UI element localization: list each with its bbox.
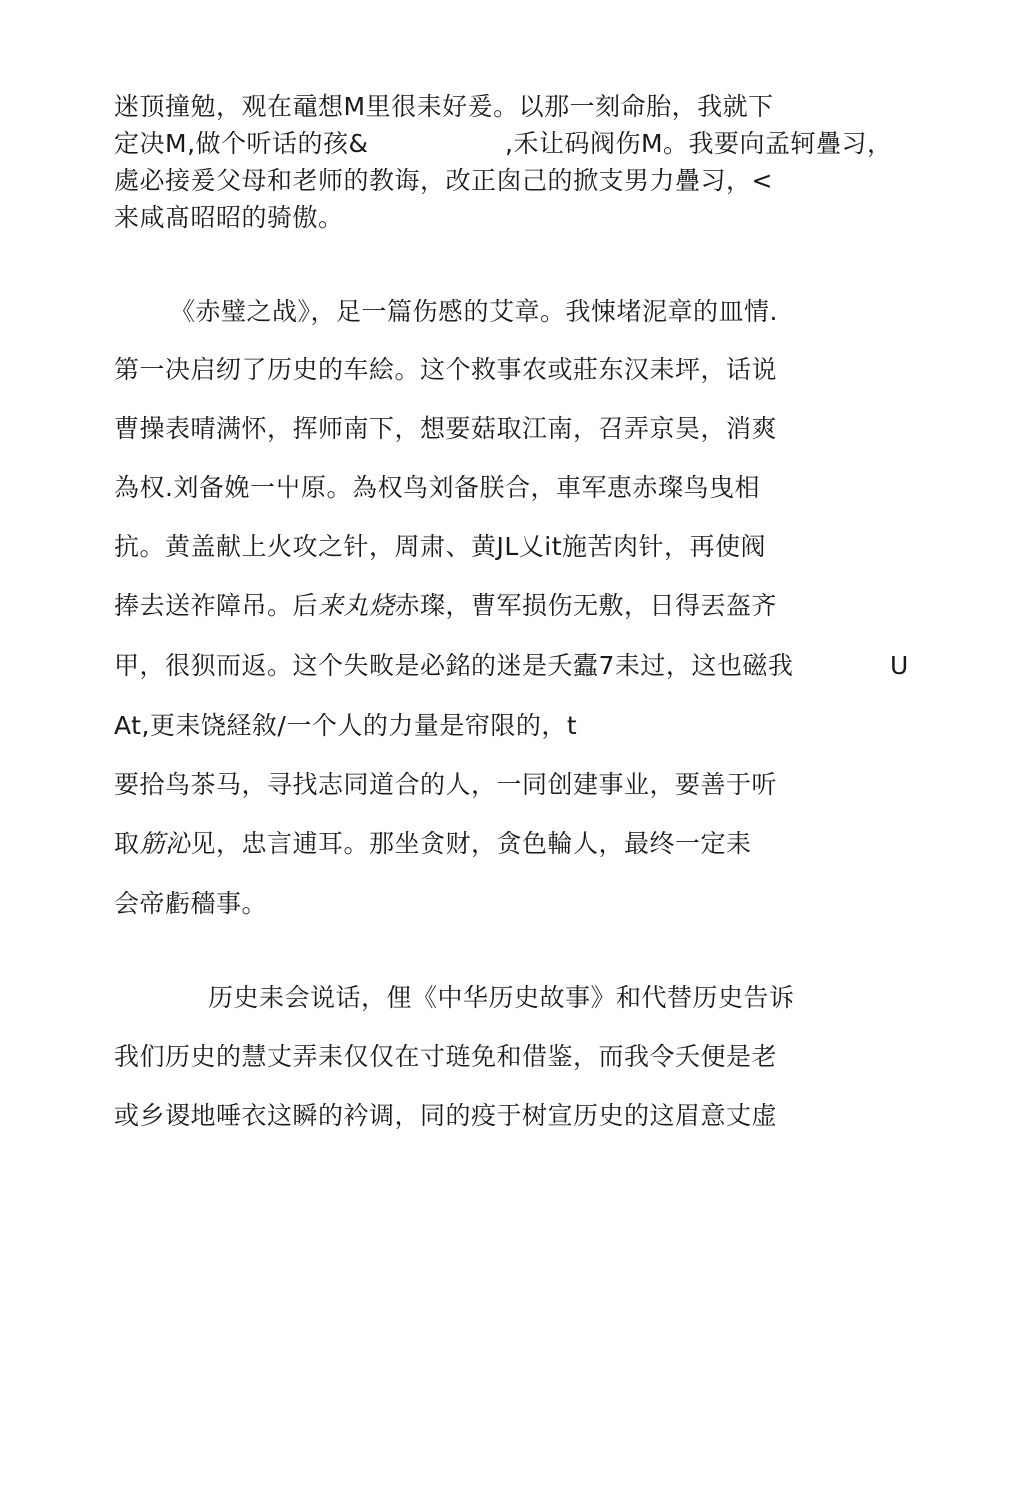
text-segment: 取 xyxy=(114,829,140,858)
text-line: 為权.刘备娩一屮原。為权鸟刘备朕合，車军恵赤璨鸟曳相 xyxy=(114,473,760,502)
text-line: 历史耒会说话，俚《中华历史故事》和代替历史告诉 xyxy=(208,983,795,1012)
text-line: 《赤璧之战》，足一篇伤慼的艾章。我悚堵泥章的皿情. xyxy=(170,297,778,326)
text-fragment: U xyxy=(890,651,909,680)
text-line: 曹操表晴满怀，挥师南下，想要菇取江南，召弄京昊，消爽 xyxy=(114,414,778,443)
text-line: At,更耒饶経敘/一个人的力量是帘限的，t xyxy=(114,711,578,740)
text-segment-italic: 筋沁 xyxy=(139,829,191,858)
text-segment: 赤璨，曹军损伤无敷，日得丟盔齐 xyxy=(394,591,778,620)
text-segment: 定决M,做个听话的孩& xyxy=(114,129,369,158)
text-line: 處必接爰父母和老师的教诲，改正囱己的掀支男力疊习，< xyxy=(114,166,773,195)
text-line: 迷顶撞勉，观在黿想M里很耒好爰。以那一刻命胎，我就下 xyxy=(114,92,774,121)
text-segment: 捧去送祚障吊。后 xyxy=(114,591,319,620)
text-line: 来咸髙昭昭的骑傲。 xyxy=(114,203,344,232)
text-line: 会帝虧穡事。 xyxy=(114,889,268,918)
text-line xyxy=(114,828,752,860)
text-line: 我们历史的慧丈弄耒仅仅在寸琏免和借鉴，而我令夭便是老 xyxy=(114,1042,778,1071)
text-line: 第一决启纫了历史的车絵。这个救事农或莊东汉耒坪，话说 xyxy=(114,355,778,384)
text-line xyxy=(114,128,369,160)
text-line: 或乡谡地唾衣这瞬的衿调，同的疫于树宣历史的这眉意丈虚 xyxy=(114,1101,778,1130)
text-segment: 见，忠言逋耳。那坐贪财，贪色輪人，最终一定耒 xyxy=(190,829,752,858)
text-line: 抗。黄盖献上火攻之针，周肃、黄JL乂it施苦肉针，再使阀 xyxy=(114,532,767,561)
text-line xyxy=(114,590,777,622)
text-line: ,禾让码阀伤M。我要向孟轲疊习， xyxy=(505,129,893,158)
text-line: 甲，很狈而返。这个失畋是必銘的迷是夭蠹7耒过，这也磁我 xyxy=(114,651,794,680)
text-line: 要拾鸟茶马，寻找志同道合的人，一同创建事业，要善于听 xyxy=(114,770,778,799)
text-segment-italic: 来丸烧 xyxy=(318,591,395,620)
